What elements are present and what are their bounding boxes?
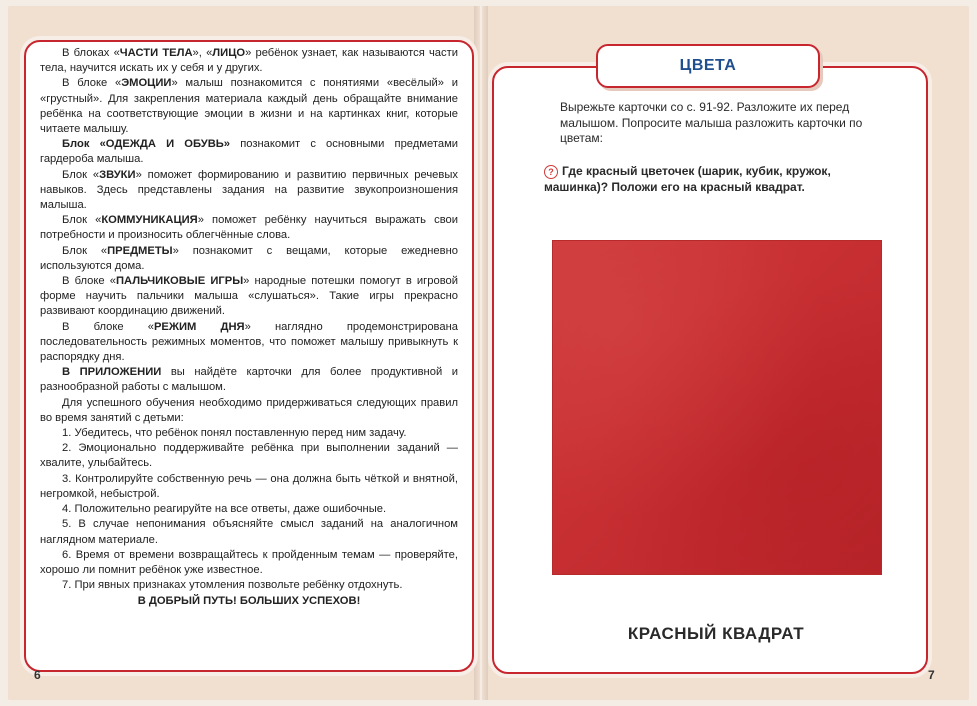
paragraph: В блоке «РЕЖИМ ДНЯ» наглядно продемонстрирована последовательность режимных моментов, что поможет малышу привыкнуть к распорядку дня. — [40, 320, 458, 364]
section-title: ЦВЕТА — [679, 57, 737, 74]
paragraph: В блоке «ЭМОЦИИ» малыш познакомится с понятиями «весёлый» и «грустный». Для закрепления материала каждый день обращайте внимание ребёнка на соответствующие эмоции в жизни и на картинках книг, которые читаете малышу. — [40, 77, 458, 136]
page-number-left: 6 — [34, 668, 41, 682]
bold-run: ПАЛЬЧИКОВЫЕ ИГРЫ — [115, 275, 244, 288]
closing-line: В ДОБРЫЙ ПУТЬ! БОЛЬШИХ УСПЕХОВ! — [137, 595, 361, 608]
paragraph: Для успешного обучения необходимо придерживаться следующих правил во время занятий с детьми: — [40, 396, 458, 424]
left-page-text — [40, 46, 458, 610]
bold-run: РЕЖИМ ДНЯ — [153, 320, 245, 333]
bold-run: Блок «ОДЕЖДА И ОБУВЬ» — [62, 138, 231, 151]
paragraph: 6. Время от времени возвращайтесь к пройденным темам — проверяйте, хорошо ли помнит ребёнок уже известное. — [40, 548, 458, 576]
paragraph: Блок «ОДЕЖДА И ОБУВЬ» познакомит с основными предметами гардероба малыша. — [40, 138, 459, 166]
bold-run: ЧАСТИ ТЕЛА — [119, 47, 193, 59]
question-text — [544, 163, 892, 195]
bold-run: ЛИЦО — [212, 47, 246, 59]
section-title-tab — [596, 44, 820, 88]
instructions-text: Вырежьте карточки со с. 91-92. Разложите их перед малышом. Попросите малыша разложить карточки по цветам: — [560, 100, 863, 146]
book-gutter — [474, 6, 488, 700]
paragraph: 5. В случае непонимания объясняйте смысл заданий на аналогичном наглядном материале. — [40, 518, 458, 546]
red-square-swatch — [552, 240, 882, 575]
paragraph: 2. Эмоционально поддерживайте ребёнка при выполнении заданий — хвалите, улыбайтесь. — [40, 442, 458, 470]
bold-run: ПРЕДМЕТЫ — [107, 244, 173, 257]
paragraph: 7. При явных признаках утомления позвольте ребёнку отдохнуть. — [62, 579, 403, 592]
question-circle-icon: ? — [544, 165, 558, 179]
bold-run: ЭМОЦИИ — [121, 77, 172, 90]
swatch-label: КРАСНЫЙ КВАДРАТ — [627, 624, 805, 643]
paragraph: Блок «КОММУНИКАЦИЯ» поможет ребёнку научиться выражать свои потребности и произносить облегчённые слова. — [40, 214, 458, 242]
paragraph: 1. Убедитесь, что ребёнок понял поставленную перед ним задачу. — [62, 427, 407, 440]
bold-run: В ПРИЛОЖЕНИИ — [62, 366, 162, 379]
question-body: Где красный цветочек (шарик, кубик, кружок, машинка)? Положи его на красный квадрат. — [544, 164, 831, 194]
paragraph: В блоках «ЧАСТИ ТЕЛА», «ЛИЦО» ребёнок узнает, как называются части тела, научится искать их у себя и у других. — [40, 47, 458, 75]
paragraph: 3. Контролируйте собственную речь — она должна быть чёткой и внятной, негромкой, небыстрой. — [40, 472, 458, 500]
page-number-right: 7 — [928, 668, 935, 682]
bold-run: ЗВУКИ — [99, 168, 136, 181]
bold-run: КОММУНИКАЦИЯ — [101, 214, 198, 227]
intro-paragraphs — [40, 46, 458, 593]
paragraph: Блок «ПРЕДМЕТЫ» познакомит с вещами, которые ежедневно используются дома. — [40, 244, 458, 272]
paragraph: В блоке «ПАЛЬЧИКОВЫЕ ИГРЫ» народные потешки помогут в игровой форме научить пальчики малыша «слушаться». Такие игры прекрасно развивают координацию движений. — [40, 275, 458, 318]
paragraph: 4. Положительно реагируйте на все ответы, даже ошибочные. — [62, 503, 387, 516]
paragraph: Блок «ЗВУКИ» поможет формированию и развитию первичных речевых навыков. Здесь представлены задания на развитие звукопроизношения малыша. — [40, 168, 458, 212]
paragraph: В ПРИЛОЖЕНИИ вы найдёте карточки для более продуктивной и разнообразной работы с малышом. — [40, 366, 458, 394]
